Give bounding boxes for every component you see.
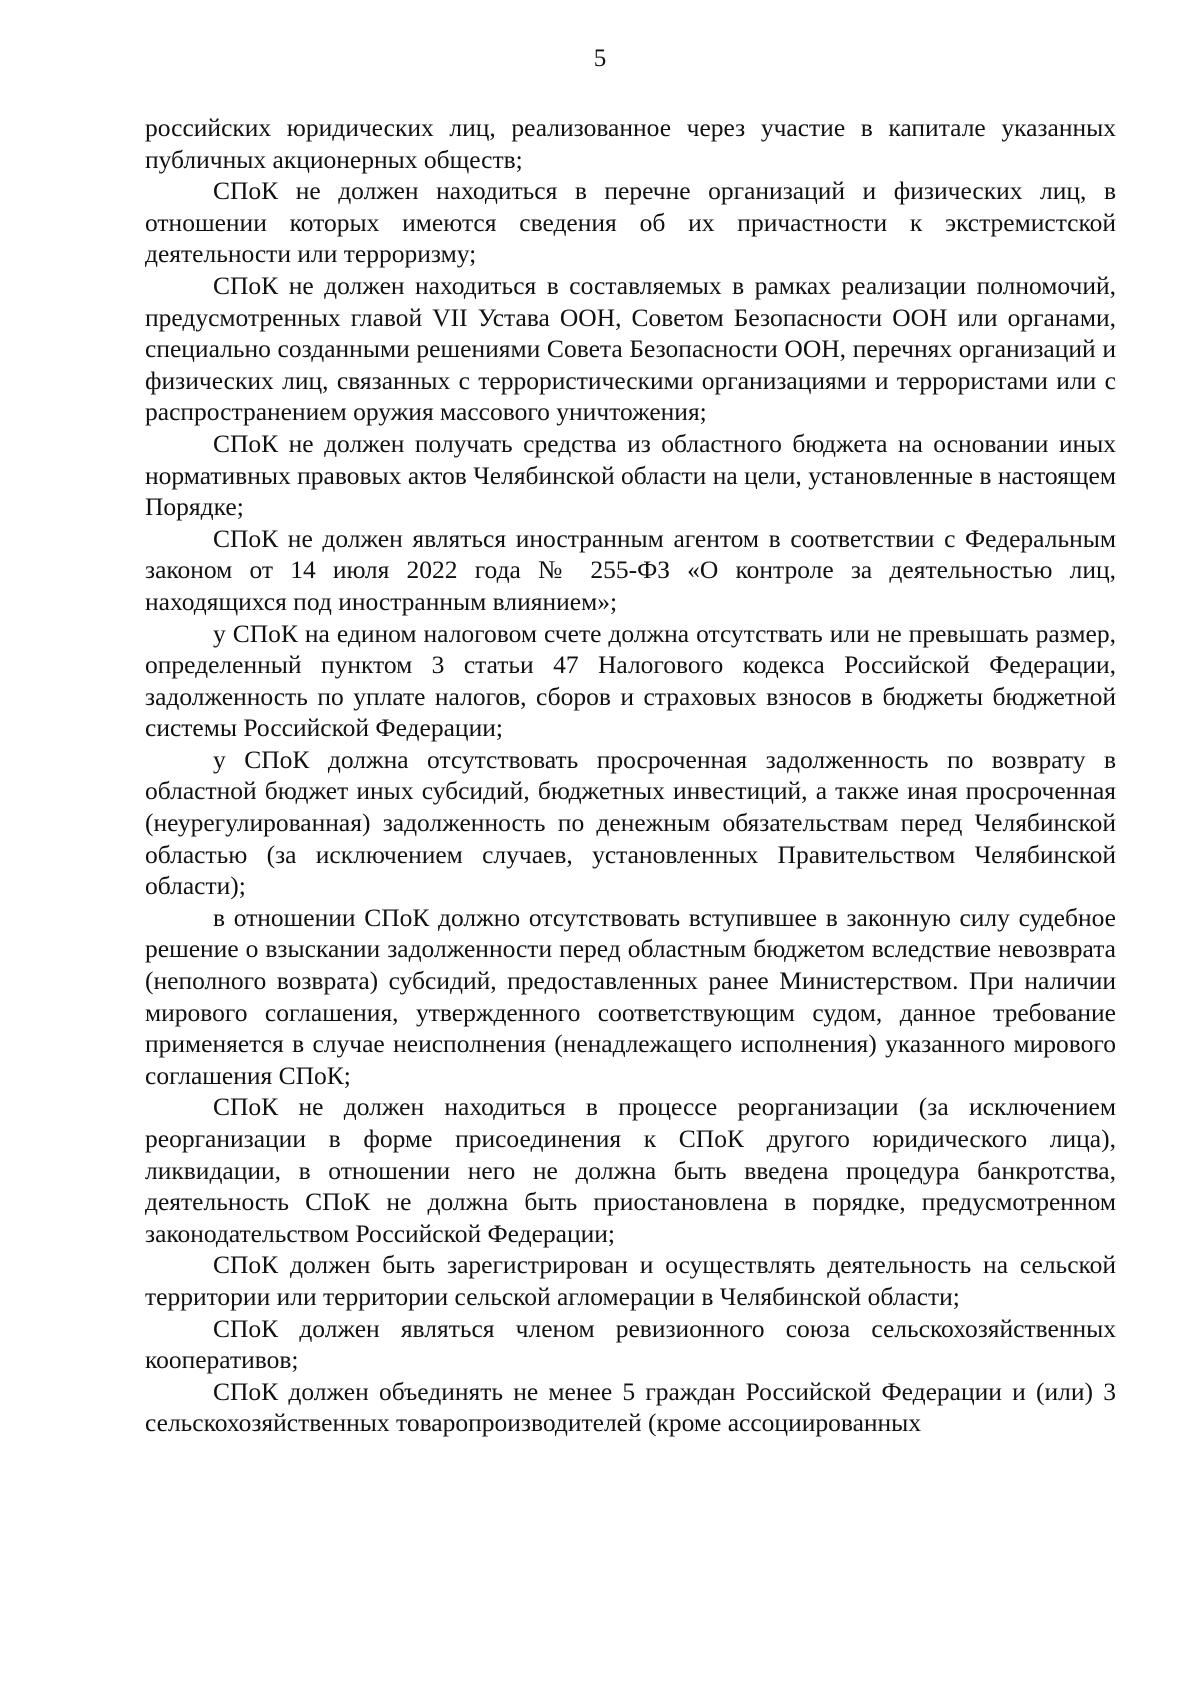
paragraph-audit-union: СПоК должен являться членом ревизионного союза сельскохозяйственных кооперативов; xyxy=(145,1313,1116,1375)
paragraph-un-security-council-list: СПоК не должен находиться в составляемых в рамках реализации полномочий, предусмотренных главой VII Устава ООН, Советом Безопасности ООН или органами, специально созданными решениями Совета Безопасности ООН, перечнях организаций и физических лиц, связанных с террористическими организациями и террористами или с распространением оружия массового уничтожения; xyxy=(145,270,1116,427)
paragraph-continuation: российских юридических лиц, реализованное через участие в капитале указанных публичных акционерных обществ; xyxy=(145,113,1116,174)
paragraph-foreign-agent: СПоК не должен являться иностранным агентом в соответствии с Федеральным законом от 14 июля 2022 года № 255-ФЗ «О контроле за деятельностью лиц, находящихся под иностранным влиянием»; xyxy=(145,523,1116,616)
paragraph-reorganization: СПоК не должен находиться в процессе реорганизации (за исключением реорганизации в форме присоединения к СПоК другого юридического лица), ликвидации, в отношении него не должна быть введена процедура банкротства, деятельность СПоК не должна быть приостановлена в порядке, предусмотренном законодательством Российской Федерации; xyxy=(145,1092,1116,1248)
document-body xyxy=(145,112,1116,1439)
paragraph-members: СПоК должен объединять не менее 5 граждан Российской Федерации и (или) 3 сельскохозяйственных товаропроизводителей (кроме ассоциированных xyxy=(145,1376,1116,1438)
paragraph-other-budget-funds: СПоК не должен получать средства из областного бюджета на основании иных нормативных правовых актов Челябинской области на цели, установленные в настоящем Порядке; xyxy=(145,428,1116,522)
paragraph-court-decision: в отношении СПоК должно отсутствовать вступившее в законную силу судебное решение о взыскании задолженности перед областным бюджетом вследствие невозврата (неполного возврата) субсидий, предоставленных ранее Министерством. При наличии мирового соглашения, утвержденного соответствующим судом, данное требование применяется в случае неисполнения (ненадлежащего исполнения) указанного мирового соглашения СПоК; xyxy=(145,902,1116,1090)
paragraph-extremism-list: СПоК не должен находиться в перечне организаций и физических лиц, в отношении которых имеются сведения об их причастности к экстремистской деятельности или терроризму; xyxy=(145,176,1116,269)
paragraph-overdue-debt: у СПоК должна отсутствовать просроченная задолженность по возврату в областной бюджет иных субсидий, бюджетных инвестиций, а также иная просроченная (неурегулированная) задолженность по денежным обязательствам перед Челябинской областью (за исключением случаев, установленных Правительством Челябинской области); xyxy=(145,744,1116,901)
paragraph-registration: СПоК должен быть зарегистрирован и осуществлять деятельность на сельской территории или территории сельской агломерации в Челябинской области; xyxy=(145,1250,1116,1311)
paragraph-tax-debt: у СПоК на едином налоговом счете должна отсутствать или не превышать размер, определенный пунктом 3 статьи 47 Налогового кодекса Российской Федерации, задолженность по уплате налогов, сборов и страховых взносов в бюджеты бюджетной системы Российской Федерации; xyxy=(145,618,1116,743)
page-number: 5 xyxy=(593,45,607,72)
